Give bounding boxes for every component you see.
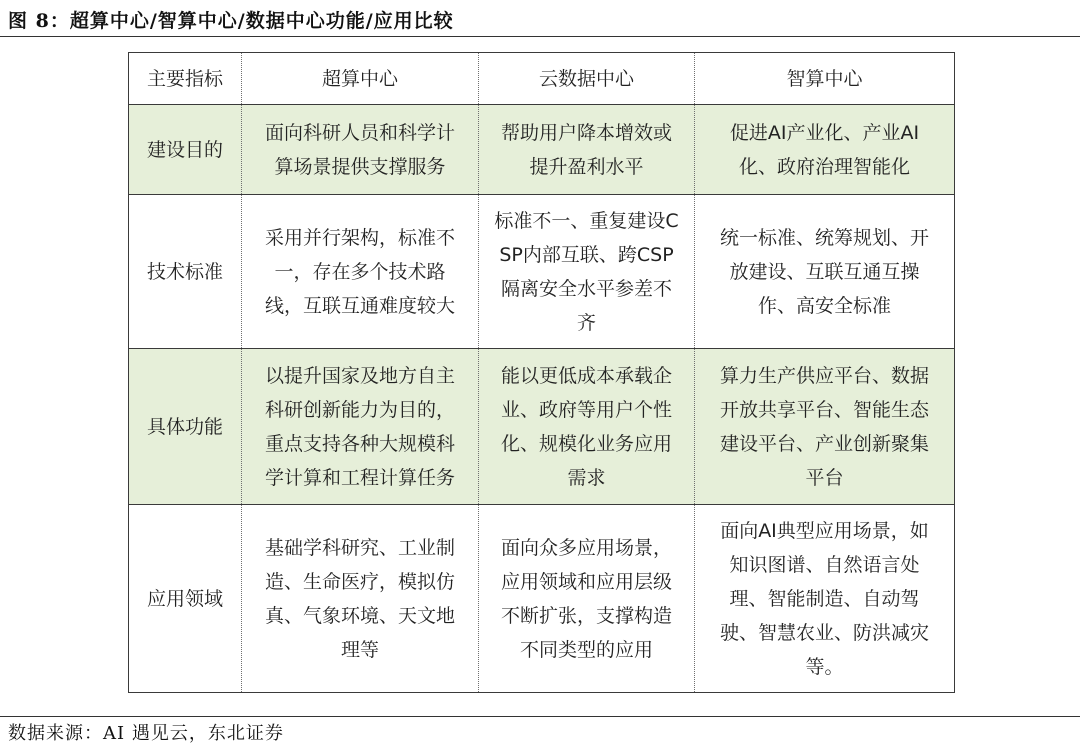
cell-text-line: 建设平台、产业创新聚集 bbox=[719, 432, 929, 455]
cell-text-line: 齐 bbox=[576, 311, 596, 334]
cell-text-line: 面向AI典型应用场景，如 bbox=[720, 519, 929, 542]
cell-text-line: 驶、智慧农业、防洪减灾 bbox=[719, 621, 929, 644]
cell-text-line: 不同类型的应用 bbox=[519, 638, 653, 661]
cell-text-line: 采用并行架构，标准不 bbox=[264, 226, 455, 249]
table-cell bbox=[242, 195, 479, 349]
cell-text-line: 算力生产供应平台、数据 bbox=[719, 364, 929, 387]
cell-text-line: 标准不一、重复建设C bbox=[494, 209, 679, 232]
cell-text-line: 帮助用户降本增效或 bbox=[500, 121, 672, 144]
cell-text-line: 平台 bbox=[805, 466, 844, 489]
comparison-table bbox=[128, 52, 955, 693]
cell-text-line: 业、政府等用户个性 bbox=[500, 398, 672, 421]
table-cell bbox=[242, 349, 479, 505]
table-cell bbox=[695, 349, 955, 505]
cell-text-line: 统一标准、统筹规划、开 bbox=[719, 226, 929, 249]
cell-text-line: 基础学科研究、工业制 bbox=[264, 536, 455, 559]
table-cell bbox=[479, 105, 695, 195]
cell-text-line: 算场景提供支撑服务 bbox=[274, 155, 446, 178]
cell-text-line: 面向众多应用场景， bbox=[500, 536, 672, 559]
table-cell bbox=[695, 105, 955, 195]
title-divider bbox=[0, 36, 1080, 37]
cell-text-line: 隔离安全水平参差不 bbox=[500, 277, 672, 300]
column-header: 主要指标 bbox=[129, 53, 242, 105]
table-cell bbox=[695, 195, 955, 349]
cell-text-line: 提升盈利水平 bbox=[529, 155, 644, 178]
table-cell bbox=[695, 505, 955, 693]
table-row bbox=[129, 195, 955, 349]
figure-title: 图 8：超算中心/智算中心/数据中心功能/应用比较 bbox=[8, 10, 454, 32]
cell-text-line: 科研创新能力为目的， bbox=[264, 398, 455, 421]
row-label: 建设目的 bbox=[129, 105, 242, 195]
cell-text-line: 理等 bbox=[340, 638, 379, 661]
cell-text-line: 等。 bbox=[805, 655, 844, 678]
cell-text-line: 化、规模化业务应用 bbox=[500, 432, 672, 455]
cell-text-line: 需求 bbox=[567, 466, 606, 489]
table-cell bbox=[479, 195, 695, 349]
cell-text-line: 真、气象环境、天文地 bbox=[264, 604, 455, 627]
cell-text-line: 理、智能制造、自动驾 bbox=[729, 587, 920, 610]
cell-text-line: 应用领域和应用层级 bbox=[500, 570, 672, 593]
table-cell bbox=[479, 349, 695, 505]
column-header: 云数据中心 bbox=[479, 53, 695, 105]
row-label: 具体功能 bbox=[129, 349, 242, 505]
cell-text-line: 作、高安全标准 bbox=[757, 294, 891, 317]
cell-text-line: 重点支持各种大规模科 bbox=[264, 432, 455, 455]
table-cell bbox=[479, 505, 695, 693]
source-note: 数据来源：AI 遇见云，东北证券 bbox=[8, 723, 284, 744]
cell-text-line: SP内部互联、跨CSP bbox=[499, 243, 674, 266]
cell-text-line: 不断扩张，支撑构造 bbox=[500, 604, 672, 627]
table-row bbox=[129, 105, 955, 195]
cell-text-line: 开放共享平台、智能生态 bbox=[719, 398, 929, 421]
cell-text-line: 化、政府治理智能化 bbox=[738, 155, 910, 178]
cell-text-line: 放建设、互联互通互操 bbox=[729, 260, 920, 283]
table-cell bbox=[242, 105, 479, 195]
cell-text-line: 造、生命医疗，模拟仿 bbox=[264, 570, 455, 593]
cell-text-line: 线，互联互通难度较大 bbox=[264, 294, 455, 317]
column-header: 智算中心 bbox=[695, 53, 955, 105]
cell-text-line: 以提升国家及地方自主 bbox=[264, 364, 455, 387]
table-row bbox=[129, 349, 955, 505]
cell-text-line: 面向科研人员和科学计 bbox=[264, 121, 455, 144]
cell-text-line: 能以更低成本承载企 bbox=[500, 364, 672, 387]
column-header: 超算中心 bbox=[242, 53, 479, 105]
table-cell bbox=[242, 505, 479, 693]
table-row bbox=[129, 505, 955, 693]
table-header-row bbox=[129, 53, 955, 105]
source-divider bbox=[0, 716, 1080, 717]
row-label: 技术标准 bbox=[129, 195, 242, 349]
cell-text-line: 知识图谱、自然语言处 bbox=[729, 553, 920, 576]
cell-text-line: 促进AI产业化、产业AI bbox=[729, 121, 920, 144]
row-label: 应用领域 bbox=[129, 505, 242, 693]
cell-text-line: 学计算和工程计算任务 bbox=[264, 466, 455, 489]
cell-text-line: 一，存在多个技术路 bbox=[274, 260, 446, 283]
